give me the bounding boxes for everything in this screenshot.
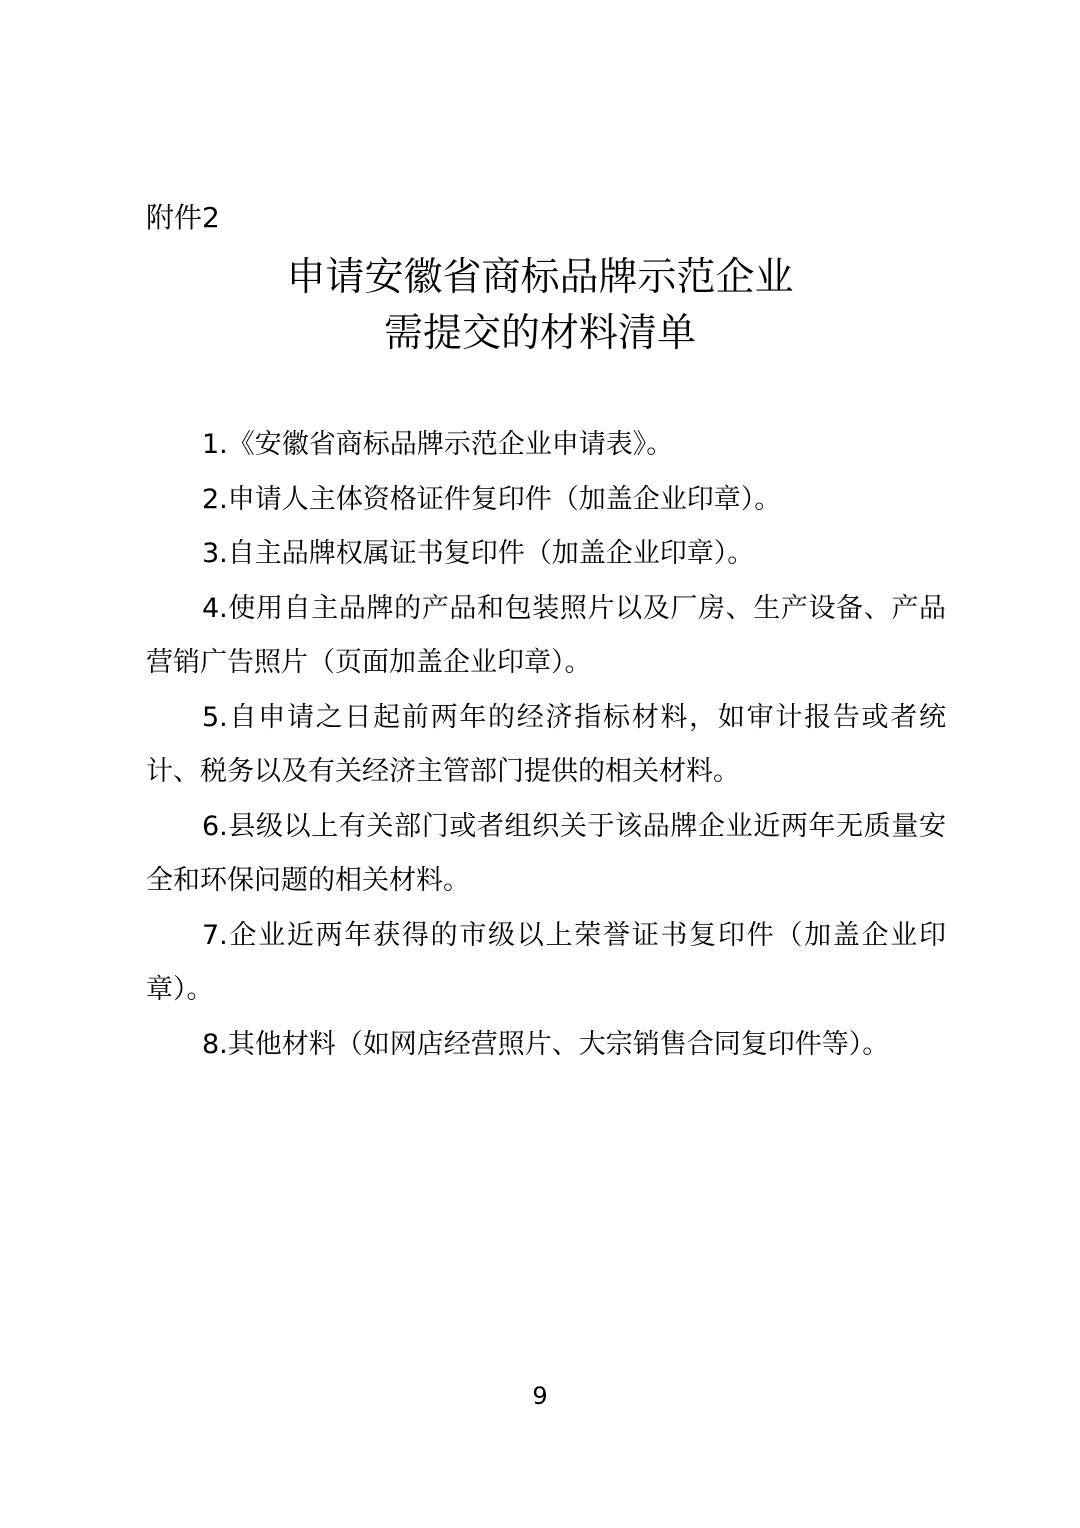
list-item: 5.自申请之日起前两年的经济指标材料，如审计报告或者统计、税务以及有关经济主管部门提供的相关材料。 <box>146 701 946 787</box>
materials-list <box>146 418 946 1072</box>
list-item: 1.《安徽省商标品牌示范企业申请表》。 <box>202 429 674 460</box>
title-line-2: 需提交的材料清单 <box>383 311 696 356</box>
list-item: 3.自主品牌权属证书复印件（加盖企业印章）。 <box>202 538 755 569</box>
page-number: 9 <box>532 1382 548 1410</box>
title-line-1: 申请安徽省商标品牌示范企业 <box>286 255 794 300</box>
list-item: 6.县级以上有关部门或者组织关于该品牌企业近两年无质量安全和环保问题的相关材料。 <box>146 810 946 896</box>
list-item: 8.其他材料（如网店经营照片、大宗销售合同复印件等）。 <box>202 1028 890 1060</box>
list-item: 2.申请人主体资格证件复印件（加盖企业印章）。 <box>202 483 782 515</box>
list-item: 7.企业近两年获得的市级以上荣誉证书复印件（加盖企业印章）。 <box>146 919 946 1005</box>
attachment-label: 附件2 <box>146 201 220 234</box>
document-title <box>0 250 1080 362</box>
list-item: 4.使用自主品牌的产品和包装照片以及厂房、生产设备、产品营销广告照片（页面加盖企业印章）。 <box>146 592 946 678</box>
